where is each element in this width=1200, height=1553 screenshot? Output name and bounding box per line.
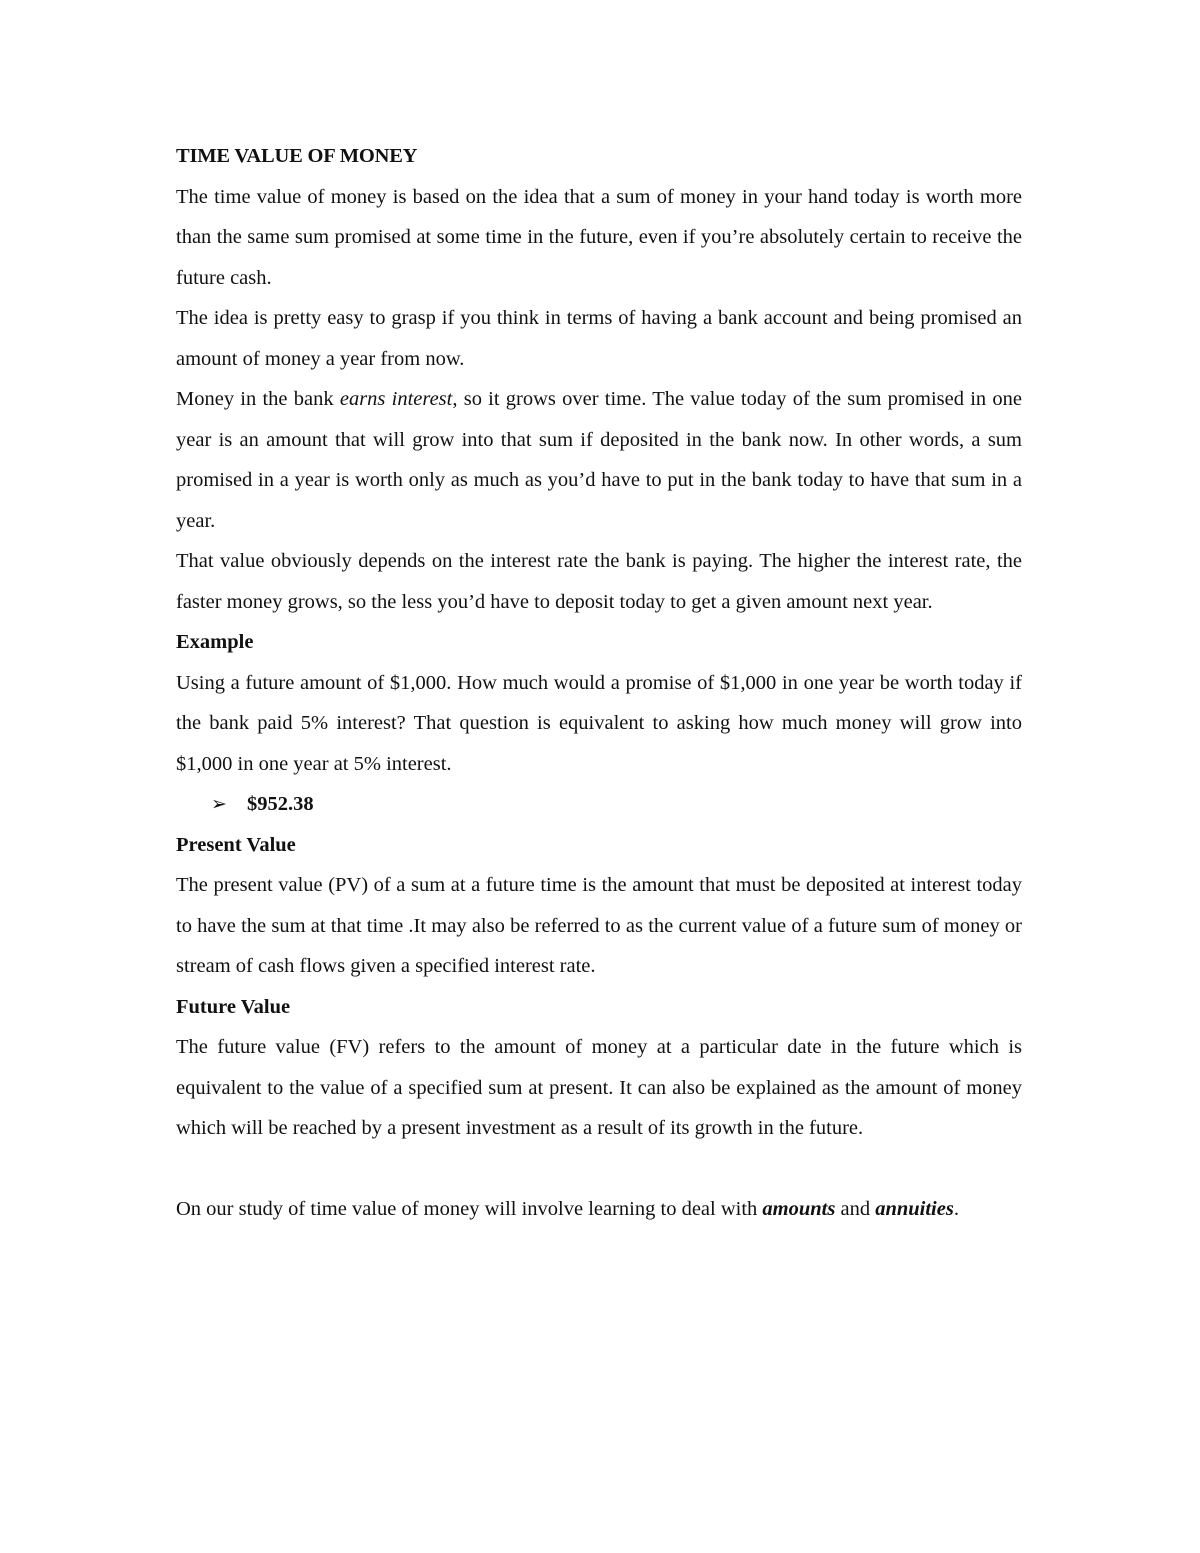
earns-interest-emphasis: earns interest [339, 388, 453, 410]
closing-middle: and [835, 1198, 876, 1220]
document-page [176, 136, 1022, 1230]
intro-paragraph-3-end: , so it grows over time. The value today of the sum promised in one year is an amount that will grow into that sum if deposited in the bank now. In other words, a sum promised in a year is worth only as much as you’d have to put in the bank today to have that sum in a year. [176, 388, 1022, 532]
intro-paragraph-3-start: Money in the bank [176, 388, 340, 410]
example-answer-bullet [211, 784, 1022, 825]
blank-line [176, 1149, 1022, 1190]
future-value-heading: Future Value [176, 995, 291, 1018]
intro-paragraph-1: The time value of money is based on the idea that a sum of money in your hand today is worth more than the same sum promised at some time in the future, even if you’re absolutely certain to receive the future cash. [176, 185, 1022, 289]
document-title: TIME VALUE OF MONEY [176, 145, 418, 167]
example-answer: $952.38 [247, 793, 314, 815]
intro-paragraph-3 [176, 379, 1022, 541]
closing-end: . [953, 1198, 959, 1220]
amounts-emphasis: amounts [762, 1198, 836, 1220]
intro-paragraph-4: That value obviously depends on the interest rate the bank is paying. The higher the interest rate, the faster money grows, so the less you’d have to deposit today to get a given amount next year. [176, 550, 1022, 613]
closing-paragraph [176, 1189, 1022, 1230]
present-value-heading: Present Value [176, 833, 296, 856]
closing-start: On our study of time value of money will involve learning to deal with [176, 1198, 763, 1220]
future-value-text: The future value (FV) refers to the amount of money at a particular date in the future which is equivalent to the value of a specified sum at present. It can also be explained as the amount of money which will be reached by a present investment as a result of its growth in the future. [176, 1036, 1022, 1139]
example-text: Using a future amount of $1,000. How much would a promise of $1,000 in one year be worth today if the bank paid 5% interest? That question is equivalent to asking how much money will grow into $1,000 in one year at 5% interest. [176, 671, 1022, 775]
arrow-bullet-icon: ➢ [211, 793, 227, 815]
present-value-text: The present value (PV) of a sum at a future time is the amount that must be deposited at interest today to have the sum at that time .It may also be referred to as the current value of a future sum of money or stream of cash flows given a specified interest rate. [176, 874, 1022, 977]
example-heading: Example [176, 631, 254, 653]
annuities-emphasis: annuities [875, 1198, 954, 1220]
intro-paragraph-2: The idea is pretty easy to grasp if you think in terms of having a bank account and being promised an amount of money a year from now. [176, 307, 1022, 370]
